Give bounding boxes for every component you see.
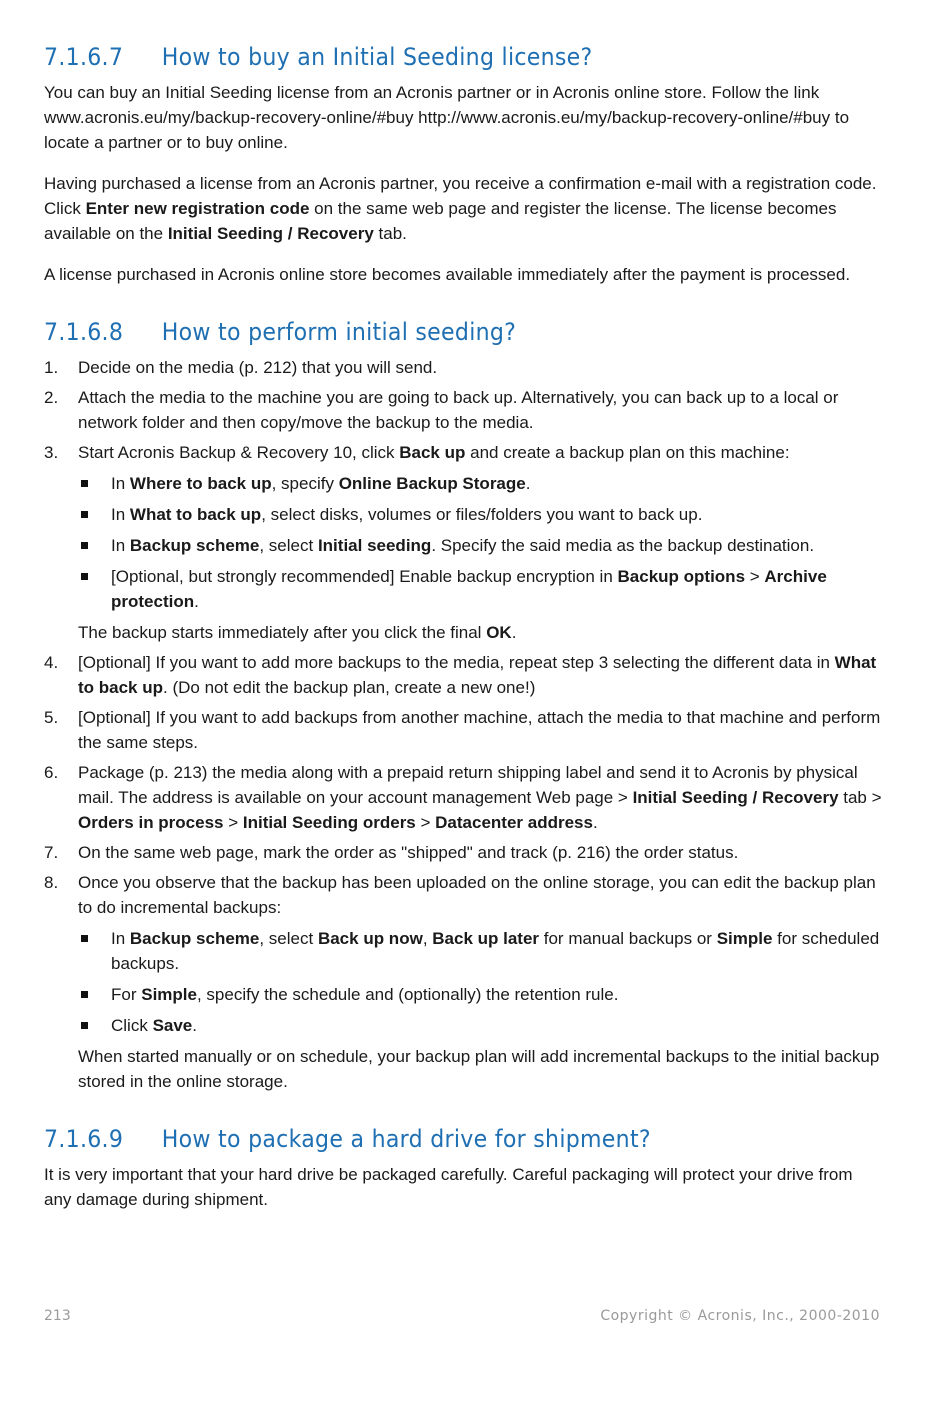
section-heading-buy-license	[44, 40, 817, 74]
text: tab.	[373, 224, 407, 243]
text: Package (p. 213) the media along with a prepaid return shipping label and send it to Acronis by physical mail. The address is available on your account management Web page >	[78, 763, 858, 807]
text: tab >	[838, 788, 882, 807]
bullet-icon	[81, 935, 88, 942]
text: and create a backup plan on this machine:	[465, 443, 790, 462]
bold-text: Backup options	[617, 567, 746, 586]
item-text: Once you observe that the backup has been uploaded on the online storage, you can edit the backup plan to do incremental backups:	[78, 873, 876, 917]
sub-list-item	[78, 1013, 884, 1038]
bold-text: Initial Seeding / Recovery	[167, 224, 374, 243]
text: [Optional, but strongly recommended] Enable backup encryption in	[111, 567, 618, 586]
text: In	[111, 505, 130, 524]
bold-text: Initial seeding	[317, 536, 432, 555]
section-number: 7.1.6.7	[44, 43, 124, 71]
list-item	[44, 705, 884, 755]
bold-text: Back up now	[317, 929, 423, 948]
text: .	[525, 474, 531, 493]
bold-text: Initial Seeding orders	[242, 813, 416, 832]
item-number: 4.	[44, 653, 59, 672]
bold-text: Save	[152, 1016, 193, 1035]
bold-text: Where to back up	[129, 474, 272, 493]
list-item	[44, 760, 884, 835]
text: , select disks, volumes or files/folders you want to back up.	[261, 505, 703, 524]
sub-list	[78, 926, 884, 1038]
text: The backup starts immediately after you click the final	[78, 623, 487, 642]
bold-text: Enter new registration code	[85, 199, 310, 218]
item-number: 2.	[44, 388, 59, 407]
text: In	[111, 929, 130, 948]
text: . (Do not edit the backup plan, create a new one!)	[163, 678, 536, 697]
bullet-icon	[81, 480, 88, 487]
bullet-icon	[81, 573, 88, 580]
text: for scheduled backups.	[111, 929, 880, 973]
bold-text: Simple	[716, 929, 773, 948]
section-number: 7.1.6.9	[44, 1125, 124, 1153]
text: In	[111, 536, 130, 555]
text: .	[511, 623, 517, 642]
item-number: 5.	[44, 708, 59, 727]
item-text: Attach the media to the machine you are going to back up. Alternatively, you can back up to a local or network folder and then copy/move the backup to the media.	[78, 388, 839, 432]
item-number: 8.	[44, 873, 59, 892]
item-number: 7.	[44, 843, 59, 862]
sub-list	[78, 471, 884, 614]
item-number: 6.	[44, 763, 59, 782]
sub-list-item	[78, 533, 884, 558]
text: , specify the schedule and (optionally) the retention rule.	[196, 985, 619, 1004]
text: >	[415, 813, 436, 832]
sub-list-item	[78, 926, 884, 976]
list-item	[44, 440, 884, 645]
bold-text: Backup scheme	[129, 929, 260, 948]
bullet-icon	[81, 511, 88, 518]
list-item	[44, 385, 884, 435]
list-item	[44, 840, 884, 865]
document-page	[44, 40, 884, 1228]
sub-list-item	[78, 564, 884, 614]
section-heading-initial-seeding	[44, 315, 817, 349]
item-note	[78, 620, 884, 645]
text: .	[192, 1016, 197, 1035]
section-title: How to package a hard drive for shipment?	[161, 1125, 651, 1153]
list-item	[44, 355, 884, 380]
bold-text: OK	[486, 623, 512, 642]
text: For	[111, 985, 142, 1004]
sub-list-item	[78, 982, 884, 1007]
bold-text: What to back up	[78, 653, 877, 697]
bold-text: Initial Seeding / Recovery	[632, 788, 839, 807]
item-text: [Optional] If you want to add backups from another machine, attach the media to that machine and perform the same steps.	[78, 708, 881, 752]
item-text: On the same web page, mark the order as "shipped" and track (p. 216) the order status.	[78, 843, 739, 862]
bold-text: Back up later	[432, 929, 540, 948]
text: on the same web page and register the license. The license becomes available on the	[44, 199, 837, 243]
bullet-icon	[81, 542, 88, 549]
paragraph	[44, 171, 884, 246]
section-number: 7.1.6.8	[44, 318, 124, 346]
text: >	[223, 813, 243, 832]
bold-text: Simple	[141, 985, 197, 1004]
list-item	[44, 650, 884, 700]
bold-text: Datacenter address	[435, 813, 593, 832]
text: , select	[259, 536, 318, 555]
text: , select	[259, 929, 318, 948]
text: , specify	[271, 474, 339, 493]
sub-list-item	[78, 471, 884, 496]
paragraph: A license purchased in Acronis online store becomes available immediately after the payment is processed.	[44, 265, 851, 284]
copyright-text: Copyright © Acronis, Inc., 2000-2010	[600, 1308, 880, 1324]
list-item	[44, 870, 884, 1094]
item-note: When started manually or on schedule, your backup plan will add incremental backups to the initial backup stored in the online storage.	[78, 1047, 880, 1091]
text: [Optional] If you want to add more backups to the media, repeat step 3 selecting the different data in	[78, 653, 835, 672]
section-title: How to perform initial seeding?	[161, 318, 517, 346]
bold-text: Online Backup Storage	[338, 474, 526, 493]
text: Start Acronis Backup & Recovery 10, click	[78, 443, 400, 462]
item-number: 3.	[44, 443, 59, 462]
section-title: How to buy an Initial Seeding license?	[161, 43, 593, 71]
bold-text: Backup scheme	[129, 536, 260, 555]
item-number: 1.	[44, 358, 59, 377]
bold-text: Archive protection	[111, 567, 827, 611]
item-text: Decide on the media (p. 212) that you will send.	[78, 358, 438, 377]
text: >	[745, 567, 765, 586]
bold-text: What to back up	[129, 505, 262, 524]
sub-list-item	[78, 502, 884, 527]
text: .	[194, 592, 199, 611]
text: . Specify the said media as the backup destination.	[431, 536, 815, 555]
section-heading-package-drive	[44, 1122, 817, 1156]
text: ,	[422, 929, 433, 948]
paragraph: You can buy an Initial Seeding license from an Acronis partner or in Acronis online store. Follow the link www.acronis.eu/my/backup-recovery-online/#buy http://www.acronis.eu/my/backup-recovery-online/#buy to locate a partner or to buy online.	[44, 83, 850, 152]
text: .	[592, 813, 598, 832]
paragraph: It is very important that your hard drive be packaged carefully. Careful packaging will protect your drive from any damage during shipment.	[44, 1165, 853, 1209]
text: Having purchased a license from an Acronis partner, you receive a confirmation e-mail with a registration code. Click	[44, 174, 877, 218]
steps-list	[44, 355, 884, 1094]
bullet-icon	[81, 991, 88, 998]
page-footer	[44, 1308, 880, 1324]
bullet-icon	[81, 1022, 88, 1029]
bold-text: Orders in process	[78, 813, 224, 832]
text: In	[111, 474, 130, 493]
text: Click	[111, 1016, 153, 1035]
bold-text: Back up	[399, 443, 466, 462]
page-number: 213	[44, 1308, 71, 1324]
text: for manual backups or	[539, 929, 717, 948]
